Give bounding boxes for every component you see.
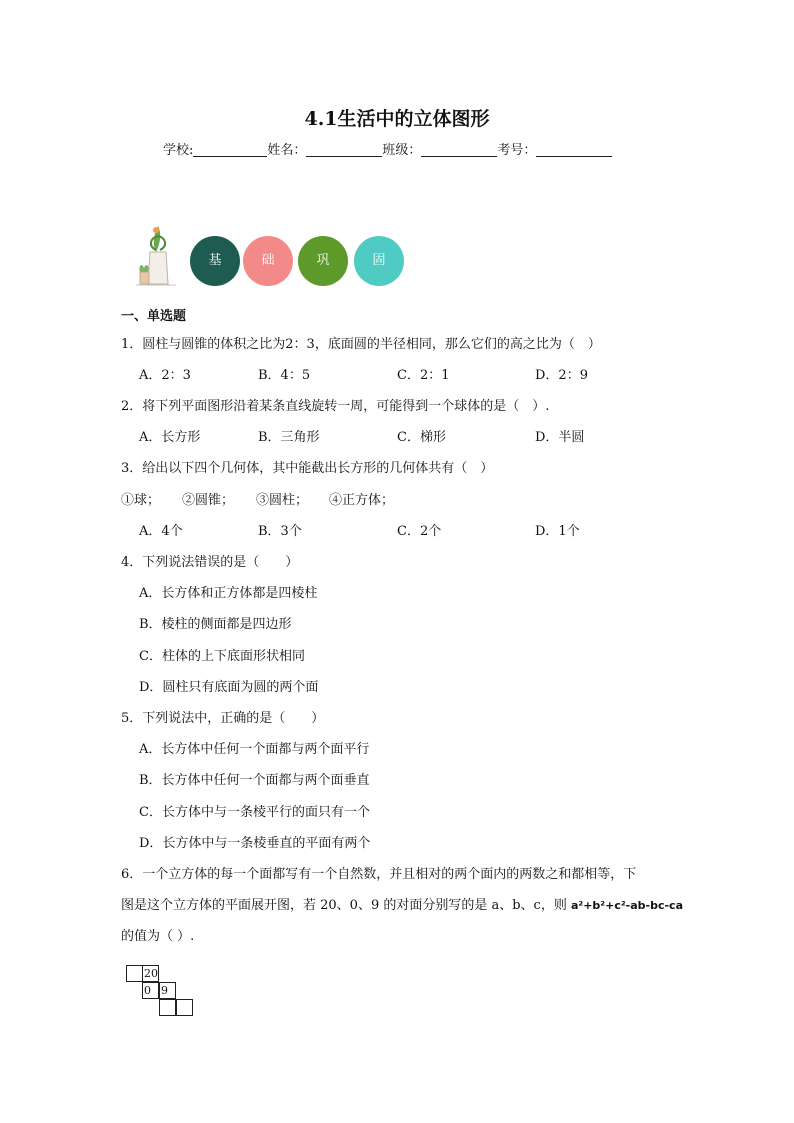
number-blank[interactable] [536,142,612,157]
q3-item-4: ④正方体； [329,493,395,508]
q4-option-b[interactable]: B．棱柱的侧面都是四边形 [139,617,292,632]
page-title: 4.1生活中的立体图形 [304,108,490,130]
school-blank[interactable] [193,142,267,157]
net-cell-9 [159,982,176,999]
plant-vase-icon [136,222,180,288]
question-1-stem: 1．圆柱与圆锥的体积之比为2：3，底面圆的半径相同，那么它们的高之比为（ ） [121,337,601,352]
net-label-20: 20 [144,967,158,980]
q5-option-b[interactable]: B．长方体中任何一个面都与两个面垂直 [139,773,370,788]
q3-option-d[interactable]: D．1个 [535,524,580,539]
net-cell [176,999,193,1016]
net-label-9: 9 [161,984,168,997]
school-label: 学校: [163,143,194,158]
q1-option-d[interactable]: D．2：9 [535,368,588,383]
net-cell [126,965,143,982]
q3-item-1: ①球； [121,493,161,508]
q2-option-d[interactable]: D．半圆 [535,430,585,445]
section-heading: 一、单选题 [121,309,187,324]
q3-item-3: ③圆柱； [256,493,309,508]
net-cell-0 [142,982,159,999]
q5-option-c[interactable]: C．长方体中与一条棱平行的面只有一个 [139,805,370,820]
q6-formula: a²+b²+c²-ab-bc-ca [570,899,684,912]
q5-option-a[interactable]: A．长方体中任何一个面都与两个面平行 [139,742,370,757]
badge-gu-text: 固 [372,253,386,268]
question-6-stem-line-1: 6．一个立方体的每一个面都写有一个自然数，并且相对的两个面内的两数之和都相等，下 [121,867,637,882]
q5-option-d[interactable]: D．长方体中与一条棱垂直的平面有两个 [139,836,371,851]
badge-gong [298,236,348,286]
badge-gu [354,236,404,286]
q3-option-a[interactable]: A．4个 [139,524,183,539]
question-6-stem-line-3: 的值为（ ）. [121,929,195,944]
number-label: 考号： [497,143,537,158]
cube-net-diagram [126,965,196,1019]
badge-gong-text: 巩 [316,253,330,268]
q1-option-a[interactable]: A．2：3 [139,368,191,383]
question-3-stem: 3．给出以下四个几何体，其中能截出长方形的几何体共有（ ） [121,461,494,476]
question-4-stem: 4．下列说法错误的是（ ） [121,555,299,570]
question-5-stem: 5．下列说法中，正确的是（ ） [121,711,325,726]
net-cell-20 [142,965,159,982]
q6-stem-text: 图是这个立方体的平面展开图，若 20、0、9 的对面分别写的是 a、b、c，则 [121,898,571,913]
student-info-line [163,139,612,158]
q4-option-a[interactable]: A．长方体和正方体都是四棱柱 [139,586,318,601]
q1-option-b[interactable]: B．4：5 [258,368,311,383]
name-blank[interactable] [306,142,382,157]
net-cell [159,999,176,1016]
class-label: 班级： [382,143,422,158]
q3-option-b[interactable]: B．3个 [258,524,302,539]
net-label-0: 0 [144,984,151,997]
q2-option-a[interactable]: A．长方形 [139,430,201,445]
class-blank[interactable] [421,142,497,157]
q4-option-d[interactable]: D．圆柱只有底面为圆的两个面 [139,680,319,695]
q3-option-c[interactable]: C．2个 [397,524,442,539]
q3-item-2: ②圆锥； [182,493,235,508]
q2-option-c[interactable]: C．梯形 [397,430,446,445]
name-label: 姓名： [267,143,307,158]
badge-chu [243,236,293,286]
badge-ji [190,236,240,286]
q1-option-c[interactable]: C．2：1 [397,368,450,383]
badge-chu-text: 础 [261,253,275,268]
question-2-stem: 2．将下列平面图形沿着某条直线旋转一周，可能得到一个球体的是（ ）. [121,399,550,414]
q4-option-c[interactable]: C．柱体的上下底面形状相同 [139,649,305,664]
q2-option-b[interactable]: B．三角形 [258,430,320,445]
badge-ji-text: 基 [208,253,222,268]
question-6-stem-line-2 [121,894,683,913]
